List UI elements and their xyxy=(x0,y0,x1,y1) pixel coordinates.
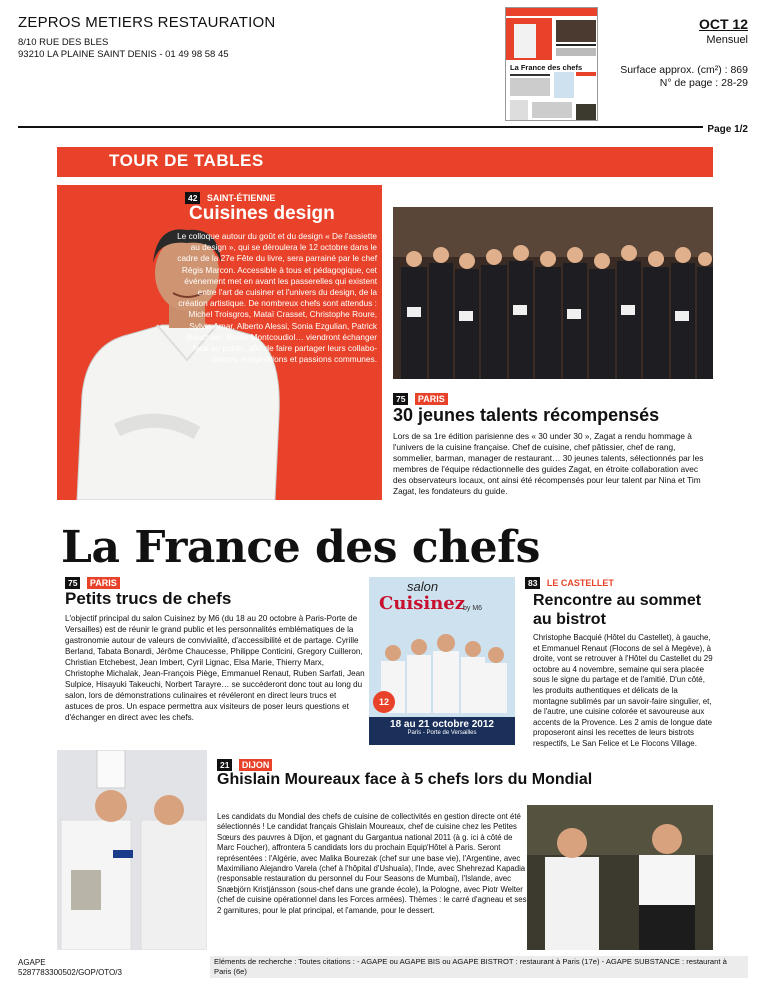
publication-address xyxy=(18,37,229,61)
address-line-1: 8/10 RUE DES BLES xyxy=(18,37,109,48)
poster-venue: Paris - Porte de Versailles xyxy=(407,730,477,736)
dept-badge: 21 xyxy=(217,759,232,771)
poster-badge: 12 xyxy=(373,691,395,713)
issue-date: OCT 12 xyxy=(698,16,748,32)
petits-trucs-title: Petits trucs de chefs xyxy=(65,589,232,608)
city-label: PARIS xyxy=(415,393,448,405)
dijon-chefs-photo xyxy=(57,750,207,950)
award-group-photo xyxy=(393,207,713,379)
dept-badge: 75 xyxy=(65,577,80,589)
bistrot-chefs-photo xyxy=(527,805,713,950)
page-indicator: Page 1/2 xyxy=(703,124,748,135)
poster-chefs-image xyxy=(377,621,509,713)
dijon-text: Les candidats du Mondial des chefs de cuisine de collectivités en gestion directe ont été sélectionnés ! Le candidat français Ghislain Moureaux, chef de cuisine chez les Petites Sœurs des pauvres à Dijon, et gagnant du Gargantua national 2011 (à g. ici à côté de Marc Foucher), affrontera 5 candidats lors du prochain Equip'Hôtel à Paris. Seront représentées : l'Algérie, avec Malika Bourezak (chef sur une base vie), l'Argentine, avec Maximiliano Alejandro Varela (chef à l'hôpital d'Ushuaïa), l'Inde, avec Shehrezad Kapadia (responsable restauration du personnel du Four Seasons de Mumbai), l'Islande, avec Snæbjörn Kristjánsson (sous-chef dans une grande école), la Pologne, avec Piotr Welter (chef de cuisine opérationnel dans les Forces armées). Thèmes : le carré d'agneau et ses 2 garnitures, pour le plat principal, et l'amande, pour le dessert. xyxy=(217,812,527,915)
magazine-page xyxy=(57,145,713,950)
poster-date-band xyxy=(369,717,515,745)
search-criteria: Eléments de recherche : Toutes citations : - AGAPE ou AGAPE BIS ou AGAPE BISTROT : restaurant à Paris (17e) - AGAPE SUBSTANCE : restaurant à Paris (6e) xyxy=(210,956,748,978)
poster-title: Cuisinez xyxy=(379,593,465,614)
salon-poster xyxy=(369,577,515,745)
address-line-2: 93210 LA PLAINE SAINT DENIS - 01 49 98 58 45 xyxy=(18,49,229,60)
bistrot-title: Rencontre au sommet au bistrot xyxy=(533,592,702,628)
cuisines-design-text: Le colloque autour du goût et du design « De l'assiette au design », qui se déroulera le 12 octobre dans le cadre de la 27e Fête du livre, sera parrainé par le chef Régis Marcon. Accessible à tous et pédagogique, cet événement met en avant les passerelles qui existent entre l'art de cuisiner et l'univers du design, de la création artistique. De nombreux chefs sont attendus : Michel Troisgros, Mataï Crasset, Christophe Roure, Sylvie Amar, Alberto Alessi, Sonia Ezgulian, Patrick Bouchain, Bruno Montcoudiol… viendront échanger face au public, afin de faire partager leurs collabo-rations, imaginations et passions communes. xyxy=(177,231,377,365)
city-label: LE CASTELLET xyxy=(546,578,614,588)
petits-trucs-text: L'objectif principal du salon Cuisinez by M6 (du 18 au 20 octobre à Paris-Porte de Versailles) est de réunir le grand public et les personnalités emblématiques de la gastronomie autour de valeurs de convivialité, d'accessibilité et de partage. Cyrille Berland, Tabata Bonardi, Jérôme Chaucesse, Philippe Conticini, Gregory Cuilleron, Christian Etchebest, Jean Imbert, Cyril Lignac, Elsa Marie, Thierry Marx, Christophe Michalak, Jean-François Piège, Emmanuel Renaut, Ruben Sarfati, Jean Sulpice, Hisayuki Takeuchi, Norbert Tarayre… se succéderont donc tout au long du salon, lors de démonstrations culinaires et révéleront en direct leurs trucs et astuces de pros. Un espace permettra aux visiteurs de poser leurs questions et d'échanger en direct avec les chefs. xyxy=(65,614,365,722)
poster-dates: 18 au 21 octobre 2012 xyxy=(390,719,494,730)
city-label: DIJON xyxy=(239,759,273,771)
footer-reference xyxy=(18,958,122,977)
dept-badge: 75 xyxy=(393,393,408,405)
jeunes-talents-text: Lors de sa 1re édition parisienne des « 30 under 30 », Zagat a rendu hommage à l'univers de la cuisine française. Chef de cuisine, chef pâtissier, chef de rang, sommelier, barman, manager de restaurant… 30 jeunes talents, sélectionnés par les membres de l'équipe rédactionnelle des guides Zagat, en étroite collaboration avec des observateurs locaux, ont ainsi été récompensés pour leur talent par Nina et Tim Zagat, les fondateurs du guide. xyxy=(393,431,704,496)
dijon-title: Ghislain Moureaux face à 5 chefs lors du Mondial xyxy=(217,771,593,788)
section-title: TOUR DE TABLES xyxy=(109,151,264,170)
issue-frequency: Mensuel xyxy=(706,34,748,46)
jeunes-talents-title: 30 jeunes talents récompensés xyxy=(393,405,660,425)
dept-badge: 83 xyxy=(525,577,540,589)
publication-name: ZEPROS METIERS RESTAURATION xyxy=(18,14,276,31)
bistrot-text: Christophe Bacquié (Hôtel du Castellet), à gauche, et Emmanuel Renaut (Flocons de sel à Megève), à droite, vont se retrouver à l'Hôtel du Castellet du 29 octobre au 4 novembre, semaine qui sera placée sous le signe du partage et de l'amitié. D'un côté, les produits authentiques et délicats de la montagne sublimés par un savoir-faire singulier, et, de l'autre, une cuisine colorée et savoureuse aux accents de la Provence. Les 2 amis de longue date proposeront ainsi les recettes de leurs bistrots respectifs, Le San Felice et Le Flocons Village. xyxy=(533,633,713,748)
dept-badge: 42 xyxy=(185,192,200,204)
city-label: SAINT-ÉTIENNE xyxy=(206,193,276,203)
surface-info xyxy=(620,64,748,90)
poster-by: by M6 xyxy=(463,605,483,612)
cuisines-design-title: Cuisines design xyxy=(189,203,335,224)
main-headline: La France des chefs xyxy=(61,522,540,573)
bistrot-location xyxy=(525,573,614,591)
surface-area: Surface approx. (cm²) : 869 xyxy=(620,64,748,76)
page-thumbnail[interactable] xyxy=(505,7,598,121)
header-rule xyxy=(18,126,748,128)
page-numbers: N° de page : 28-29 xyxy=(659,77,748,89)
city-label: PARIS xyxy=(87,577,120,589)
poster-salon-label: salon xyxy=(407,579,439,594)
client-name: AGAPE xyxy=(18,958,46,967)
thumbnail-title: La France des chefs xyxy=(510,63,583,72)
reference-code: 5287783300502/GOP/OTO/3 xyxy=(18,967,122,977)
